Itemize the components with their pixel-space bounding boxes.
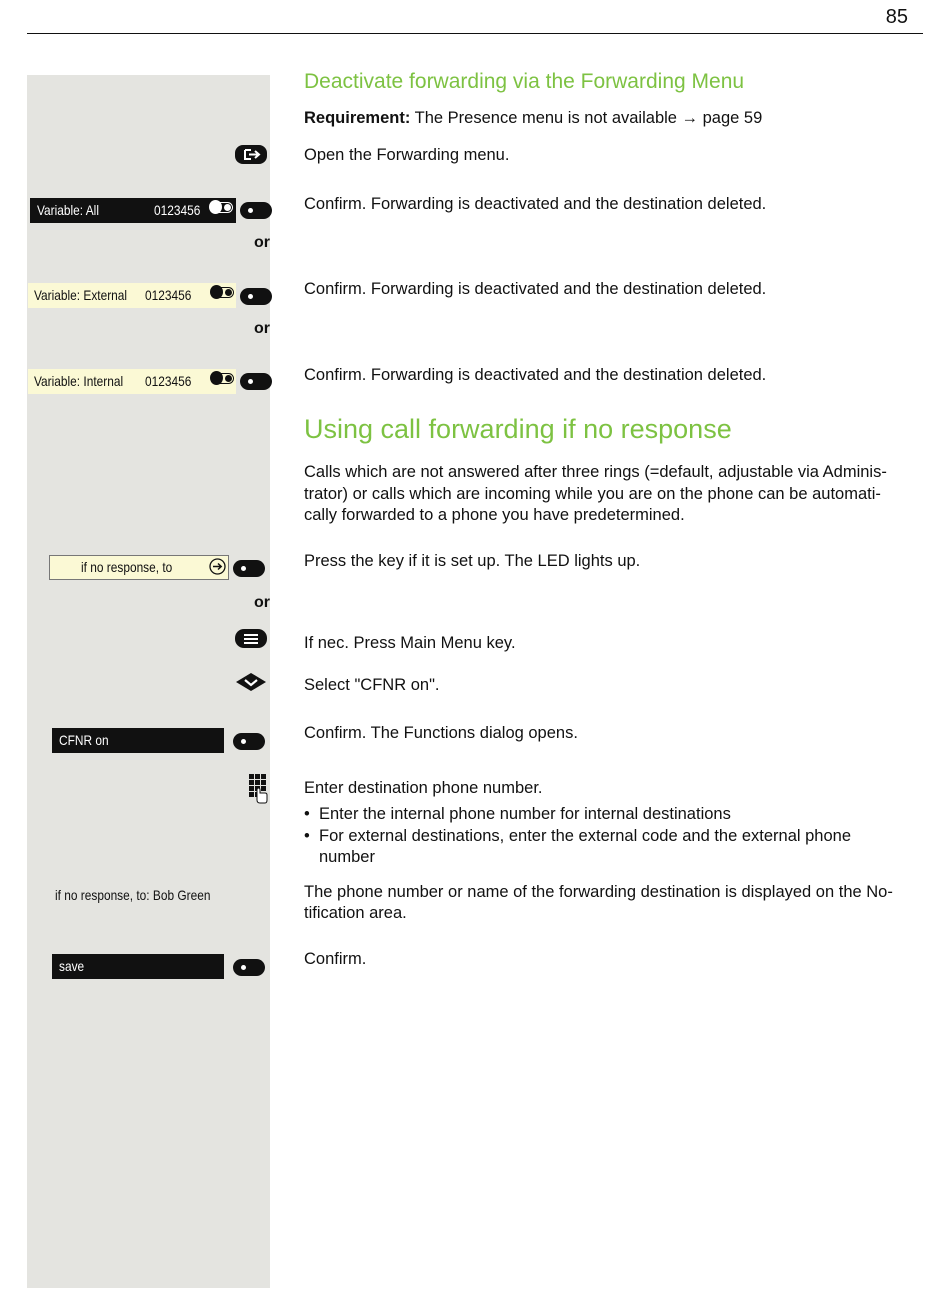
confirm-text: Confirm. [304, 950, 367, 968]
softkey-icon[interactable] [240, 288, 272, 305]
softkey-icon[interactable] [240, 202, 272, 219]
intro-line: trator) or calls which are incoming while you are on the phone can be automati- [304, 485, 881, 503]
softkey-icon[interactable] [240, 373, 272, 390]
sidebar-panel [27, 75, 270, 1288]
display-variable-internal [28, 369, 236, 394]
notification-text: tification area. [304, 904, 407, 922]
display-label: Variable: Internal [34, 373, 124, 389]
select-cfnr-text: Select "CFNR on". [304, 676, 440, 694]
key-label: if no response, to [81, 559, 173, 575]
intro-line: cally forwarded to a phone you have predetermined. [304, 506, 685, 524]
display-label: Variable: External [34, 287, 128, 303]
display-save [52, 954, 224, 979]
intro-line: Calls which are not answered after three rings (=default, adjustable via Adminis- [304, 463, 887, 481]
page-number: 85 [885, 6, 908, 28]
softkey-icon[interactable] [233, 959, 265, 976]
section-heading: Using call forwarding if no response [304, 414, 732, 444]
display-number: 0123456 [154, 202, 201, 218]
keypad-icon[interactable] [249, 774, 269, 804]
notification-area-display: if no response, to: Bob Green [55, 887, 211, 903]
requirement-body: The Presence menu is not available → page 59 [410, 109, 763, 127]
open-forwarding-menu-text: Open the Forwarding menu. [304, 146, 510, 164]
or-label: or [254, 320, 270, 337]
confirm-deactivated-text: Confirm. Forwarding is deactivated and the destination deleted. [304, 195, 767, 213]
toggle-icon [212, 287, 234, 298]
toggle-icon [211, 202, 233, 213]
display-variable-all [30, 198, 236, 223]
toggle-icon [212, 373, 234, 384]
press-key-text: Press the key if it is set up. The LED lights up. [304, 552, 641, 570]
display-variable-external [28, 283, 236, 308]
requirement-label: Requirement: [304, 109, 411, 127]
display-number: 0123456 [145, 287, 192, 303]
or-label: or [254, 594, 270, 611]
confirm-deactivated-text: Confirm. Forwarding is deactivated and the destination deleted. [304, 366, 767, 384]
display-label: save [59, 958, 85, 974]
header-rule [27, 33, 923, 34]
navigator-down-icon[interactable] [235, 672, 267, 692]
confirm-deactivated-text: Confirm. Forwarding is deactivated and the destination deleted. [304, 280, 767, 298]
requirement-text [304, 108, 762, 130]
display-cfnr-on [52, 728, 224, 753]
forwarding-key-icon [235, 145, 267, 164]
main-menu-text: If nec. Press Main Menu key. [304, 634, 516, 652]
softkey-icon[interactable] [233, 733, 265, 750]
display-label: Variable: All [37, 202, 99, 218]
if-no-response-key[interactable] [49, 555, 229, 580]
display-number: 0123456 [145, 373, 192, 389]
softkey-icon[interactable] [233, 560, 265, 577]
main-menu-key-icon[interactable] [235, 629, 267, 648]
or-label: or [254, 234, 270, 251]
enter-destination-text: Enter destination phone number. [304, 779, 543, 797]
notification-text: The phone number or name of the forwarding destination is displayed on the No- [304, 883, 893, 901]
arrow-right-circle-icon [209, 558, 226, 580]
display-label: CFNR on [59, 732, 109, 748]
confirm-functions-text: Confirm. The Functions dialog opens. [304, 724, 578, 742]
section-heading: Deactivate forwarding via the Forwarding Menu [304, 70, 745, 93]
